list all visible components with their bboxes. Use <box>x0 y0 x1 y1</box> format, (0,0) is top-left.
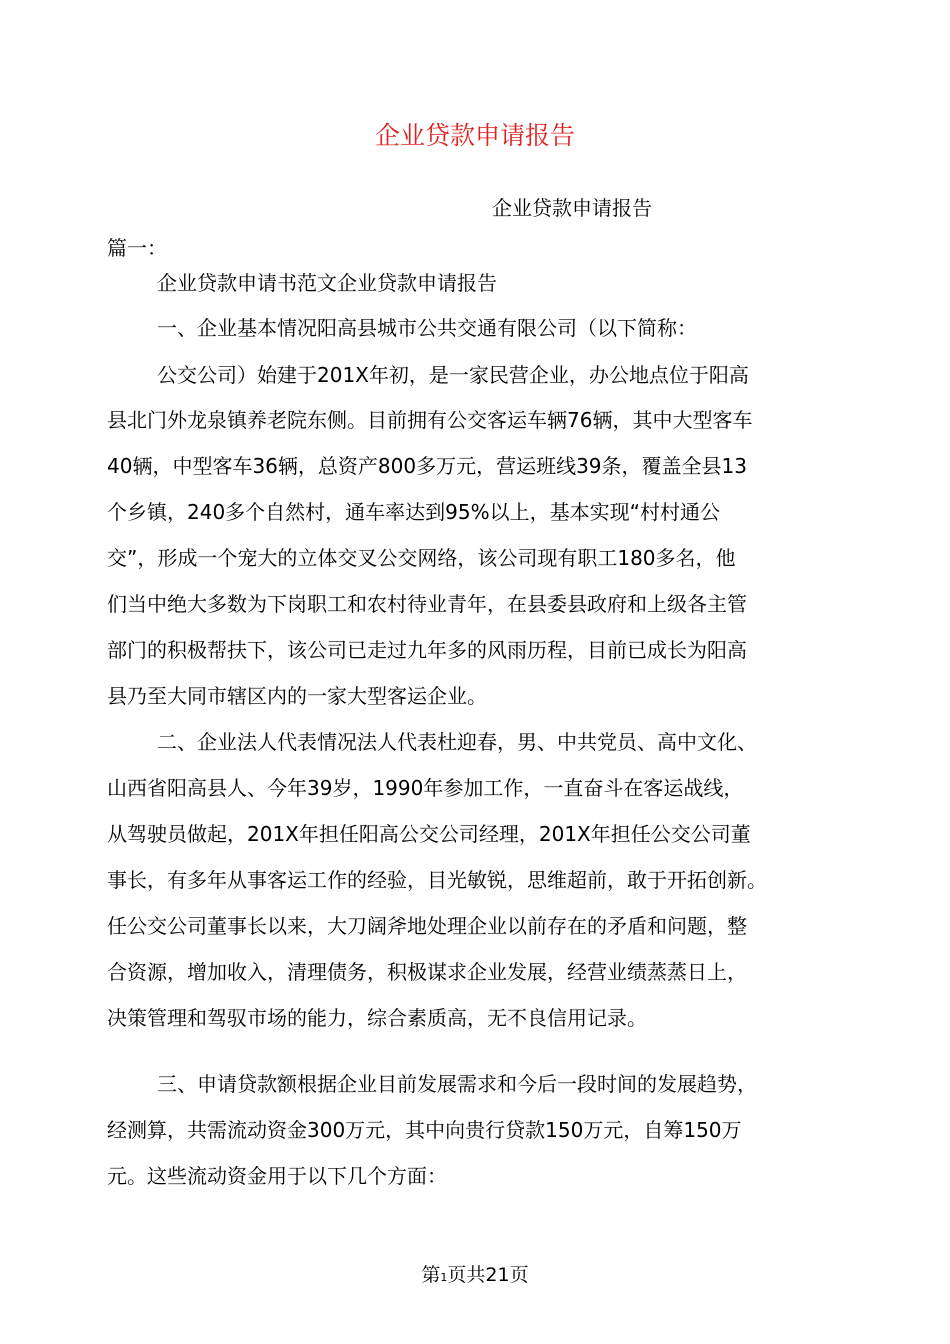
footer-page-number: 1 <box>440 1271 448 1284</box>
document-title: 企业贷款申请报告 <box>374 121 575 150</box>
body-line: 经测算，共需流动资金300万元，其中向贵行贷款150万元，自筹150万 <box>107 1118 742 1142</box>
body-line: 事长，有多年从事客运工作的经验，目光敏锐，思维超前，敢于开拓创新。 <box>107 868 767 892</box>
page-footer <box>0 1260 950 1287</box>
footer-suffix: 页共21页 <box>447 1264 529 1286</box>
body-line: 合资源，增加收入，清理债务，积极谋求企业发展，经营业绩蒸蒸日上， <box>107 960 747 984</box>
body-line: 元。这些流动资金用于以下几个方面： <box>107 1164 447 1188</box>
body-line: 个乡镇，240多个自然村，通车率达到95%以上，基本实现“村村通公 <box>107 500 720 524</box>
body-line: 县北门外龙泉镇养老院东侧。目前拥有公交客运车辆76辆，其中大型客车 <box>107 408 753 432</box>
body-line: 二、企业法人代表情况法人代表杜迎春，男、中共党员、高中文化、 <box>157 730 757 754</box>
footer-prefix: 第 <box>421 1264 441 1286</box>
body-line: 一、企业基本情况阳高县城市公共交通有限公司（以下简称： <box>157 316 697 340</box>
body-line: 县乃至大同市辖区内的一家大型客运企业。 <box>107 684 487 708</box>
body-line: 决策管理和驾驭市场的能力，综合素质高，无不良信用记录。 <box>107 1006 647 1030</box>
body-line: 企业贷款申请书范文企业贷款申请报告 <box>157 271 497 295</box>
body-line: 从驾驶员做起，201X年担任阳高公交公司经理，201X年担任公交公司董 <box>107 822 751 846</box>
body-line: 三、申请贷款额根据企业目前发展需求和今后一段时间的发展趋势， <box>157 1072 757 1096</box>
body-line: 公交公司）始建于201X年初，是一家民营企业，办公地点位于阳高 <box>157 363 749 387</box>
document-subtitle: 企业贷款申请报告 <box>492 196 652 220</box>
section-label: 篇一： <box>107 236 167 260</box>
body-line: 任公交公司董事长以来，大刀阔斧地处理企业以前存在的矛盾和问题，整 <box>107 914 747 938</box>
body-line: 山西省阳高县人、今年39岁，1990年参加工作，一直奋斗在客运战线， <box>107 776 744 800</box>
body-line: 部门的积极帮扶下，该公司已走过九年多的风雨历程，目前已成长为阳高 <box>107 638 747 662</box>
body-line: 40辆，中型客车36辆，总资产800多万元，营运班线39条，覆盖全县13 <box>107 454 747 478</box>
body-line: 们当中绝大多数为下岗职工和农村待业青年，在县委县政府和上级各主管 <box>107 592 747 616</box>
body-line: 交”，形成一个宠大的立体交叉公交网络，该公司现有职工180多名，他 <box>107 546 736 570</box>
